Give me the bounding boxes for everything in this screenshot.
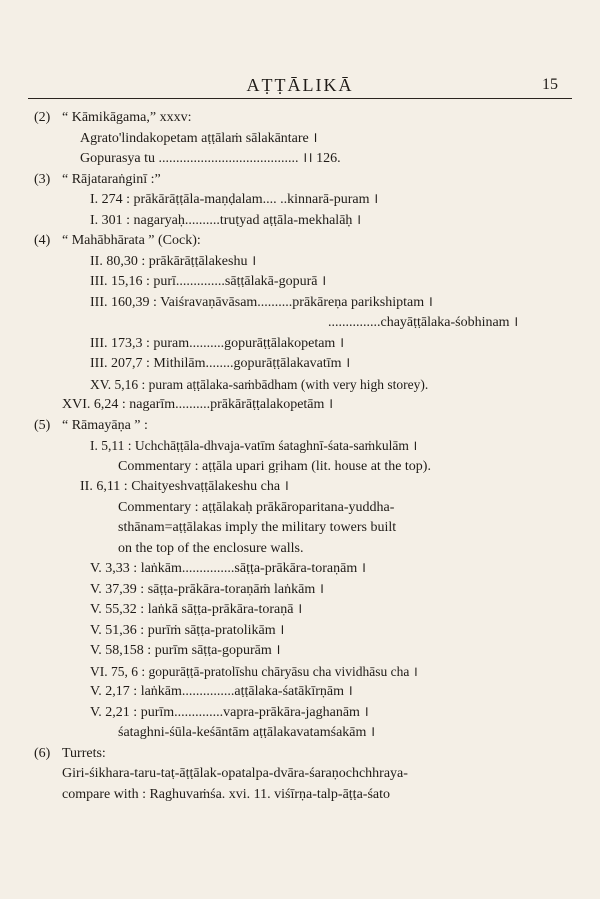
- text-line: [28, 723, 590, 744]
- verse-text: Agrato'lindakopetam aṭṭālaṁ sālakāntare ।: [80, 130, 318, 146]
- text-line: [28, 416, 590, 437]
- text-line: [28, 170, 590, 191]
- citation-heading: “ Rāmayāṇa ” :: [62, 417, 148, 433]
- reference-entry: I. 5,11 : Uchchāṭṭāla-dhvaja-vatīm śataghnī-śata-saṁkulām ।: [90, 438, 418, 453]
- reference-entry: III. 207,7 : Mithilām........gopurāṭṭālakavatīm ।: [90, 356, 351, 371]
- reference-entry: V. 2,21 : purīm..............vapra-prākāra-jaghanām ।: [90, 704, 369, 720]
- text-line: [28, 785, 590, 806]
- page-number: 15: [542, 76, 558, 93]
- text-line: [28, 600, 590, 621]
- text-line: [28, 313, 590, 334]
- section-number: (3): [34, 171, 51, 187]
- text-line: [28, 211, 590, 232]
- text-line: [28, 190, 590, 211]
- text-line: [28, 764, 590, 785]
- citation-heading: “ Mahābhārata ” (Cock):: [62, 233, 201, 248]
- citation-heading: Turrets:: [62, 745, 106, 761]
- reference-entry: V. 55,32 : laṅkā sāṭṭa-prākāra-toraṇā ।: [90, 602, 303, 617]
- verse-text: Gopurasya tu ........................................ ।। 126.: [80, 151, 341, 166]
- page-title: AṬṬĀLIKĀ: [246, 75, 354, 95]
- text-line: [28, 395, 590, 416]
- reference-entry: II. 80,30 : prākārāṭṭālakeshu ।: [90, 253, 257, 269]
- reference-entry: V. 3,33 : laṅkām...............sāṭṭa-prākāra-toraṇām ।: [90, 561, 367, 576]
- body-text: Giri-śikhara-taru-taṭ-āṭṭālak-opatalpa-dvāra-śaraṇochchhraya-: [62, 766, 408, 781]
- text-line: [28, 293, 590, 314]
- citation-heading: “ Kāmikāgama,” xxxv:: [62, 110, 192, 125]
- reference-entry: V. 58,158 : purīm sāṭṭa-gopurām ।: [90, 643, 281, 658]
- text-line: [28, 580, 590, 601]
- text-line: [28, 498, 590, 519]
- text-line: [28, 375, 590, 396]
- text-line: [28, 641, 590, 662]
- text-line: [28, 662, 590, 683]
- reference-entry: XVI. 6,24 : nagarīm..........prākārāṭṭalakopetām ।: [62, 397, 334, 412]
- commentary-text: sthānam=aṭṭālakas imply the military towers built: [118, 520, 397, 535]
- commentary-text: on the top of the enclosure walls.: [118, 540, 304, 556]
- text-line: [28, 108, 590, 129]
- text-line: [28, 436, 590, 457]
- reference-entry: V. 51,36 : purīṁ sāṭṭa-pratolikām ।: [90, 622, 285, 638]
- text-line: [28, 272, 590, 293]
- reference-entry: III. 173,3 : puram..........gopurāṭṭālakopetam ।: [90, 335, 345, 351]
- reference-entry: II. 6,11 : Chaityeshvaṭṭālakeshu cha ।: [80, 479, 289, 494]
- reference-entry: V. 37,39 : sāṭṭa-prākāra-toraṇāṁ laṅkām ।: [90, 581, 325, 597]
- section-number: (4): [34, 233, 51, 248]
- text-line: [28, 559, 590, 580]
- section-number: (2): [34, 110, 51, 125]
- commentary-text: Commentary : aṭṭāla upari gṛiham (lit. house at the top).: [118, 458, 431, 474]
- continuation-text: śataghni-śūla-keśāntām aṭṭālakavatamśakām ।: [118, 725, 376, 740]
- section-number: (6): [34, 745, 51, 761]
- citation-heading: “ Rājataraṅginī :”: [62, 171, 161, 187]
- page-body: [28, 108, 590, 805]
- text-line: [28, 682, 590, 703]
- reference-entry: I. 274 : prākārāṭṭāla-maṇḍalam.... ..kinnarā-puram ।: [90, 192, 379, 207]
- text-line: [28, 231, 590, 252]
- text-line: [28, 744, 590, 765]
- commentary-text: Commentary : aṭṭālakaḥ prākāroparitana-yuddha-: [118, 499, 395, 515]
- text-line: [28, 129, 590, 150]
- text-line: [28, 477, 590, 498]
- text-line: [28, 621, 590, 642]
- text-line: [28, 539, 590, 560]
- reference-entry: III. 15,16 : purī..............sāṭṭālakā-gopurā ।: [90, 274, 327, 289]
- reference-entry: III. 160,39 : Vaiśravaṇāvāsam..........prākāreṇa parikshiptam ।: [90, 294, 433, 310]
- running-header: [28, 76, 572, 99]
- text-line: [28, 334, 590, 355]
- text-line: [28, 457, 590, 478]
- text-line: [28, 149, 590, 170]
- text-line: [28, 354, 590, 375]
- continuation-text: ...............chayāṭṭālaka-śobhinam ।: [328, 315, 519, 330]
- reference-entry: XV. 5,16 : puram aṭṭālaka-saṁbādham (with very high storey).: [90, 376, 429, 392]
- text-line: [28, 252, 590, 273]
- text-line: [28, 518, 590, 539]
- text-line: [28, 703, 590, 724]
- body-text: compare with : Raghuvaṁśa. xvi. 11. viśīrṇa-talp-āṭṭa-śato: [62, 786, 391, 802]
- reference-entry: I. 301 : nagaryaḥ..........truṭyad aṭṭāla-mekhalāḥ ।: [90, 212, 362, 228]
- reference-entry: V. 2,17 : laṅkām...............aṭṭālaka-śatākīrṇām ।: [90, 684, 353, 699]
- reference-entry: VI. 75, 6 : gopurāṭṭā-pratolīshu chāryāsu cha vividhāsu cha ।: [90, 663, 418, 679]
- section-number: (5): [34, 417, 51, 433]
